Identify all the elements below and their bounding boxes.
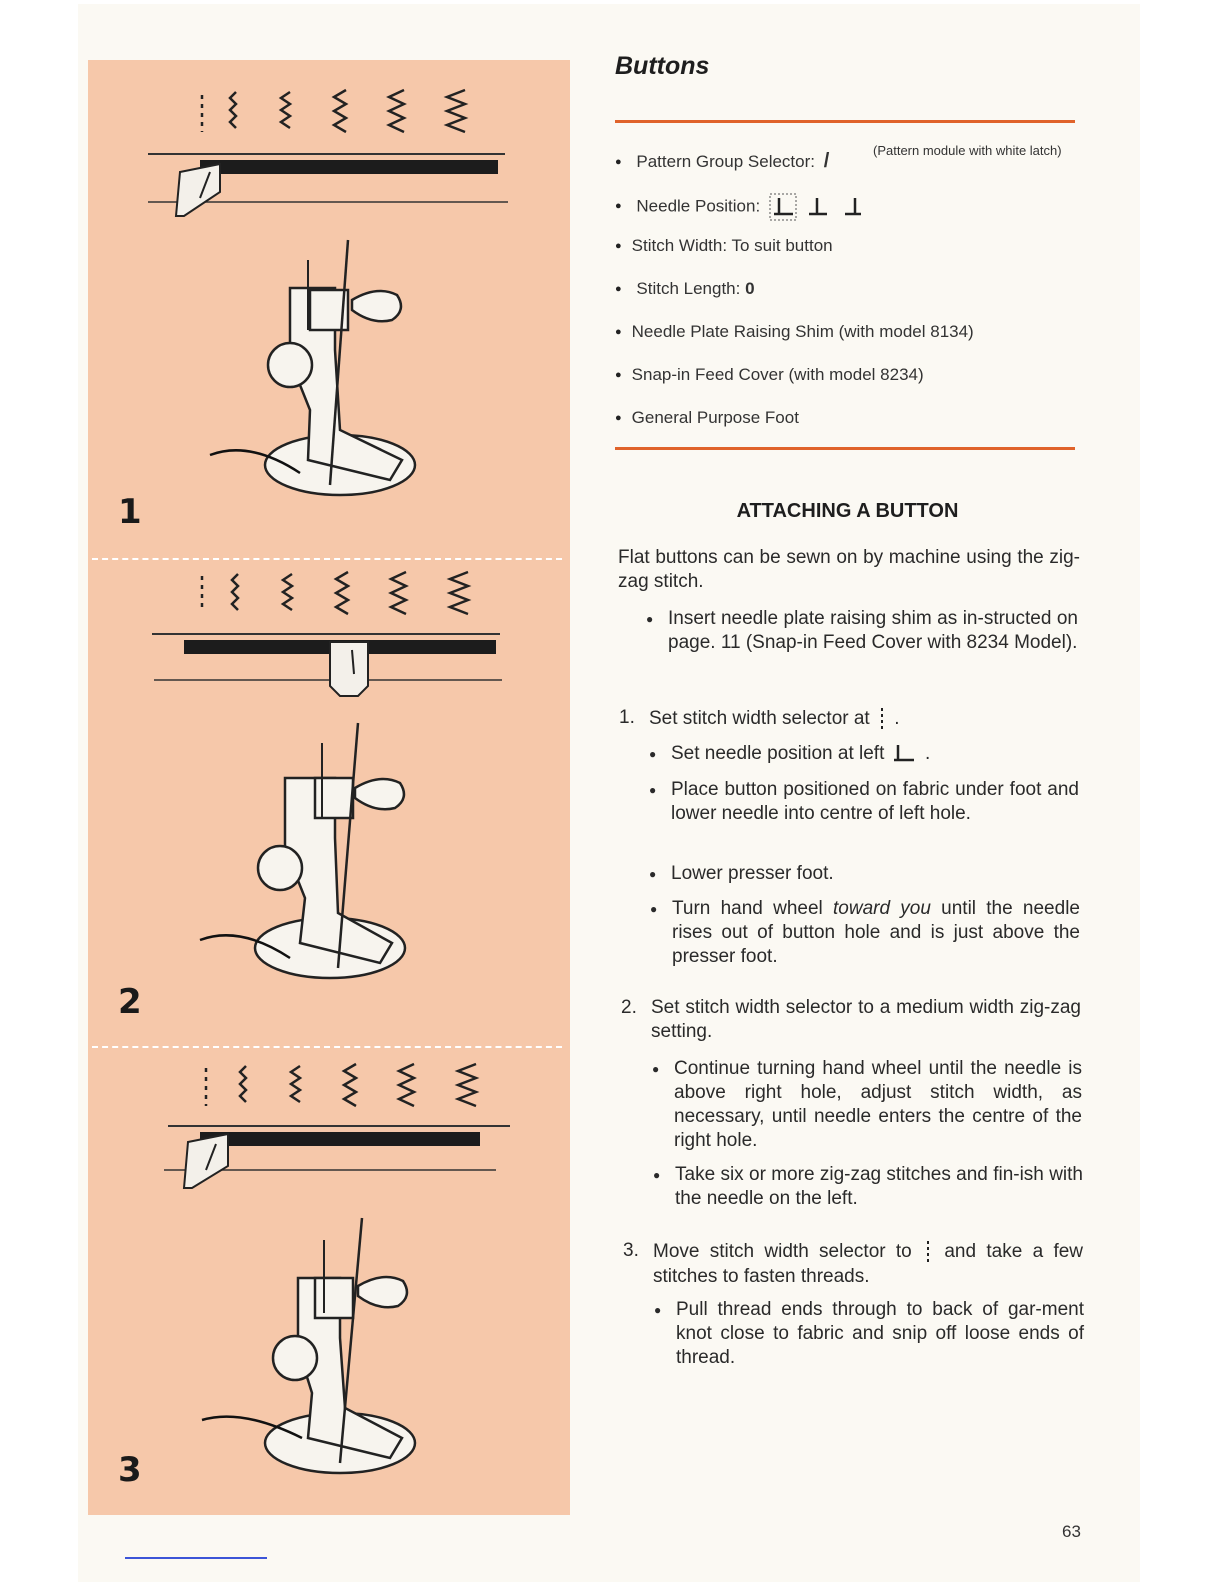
intro-bullet: ● Insert needle plate raising shim as in-structed on page. 11 (Snap-in Feed Cover with 8234 Model). bbox=[646, 608, 1078, 653]
section-rule-top bbox=[615, 120, 1075, 123]
spec-shim: ● Needle Plate Raising Shim (with model 8134) bbox=[615, 322, 974, 342]
step-1: 1. Set stitch width selector at . bbox=[649, 706, 1079, 732]
needle-left-icon bbox=[890, 742, 920, 766]
step-3-bullet-1: ● Pull thread ends through to back of gar-ment knot close to fabric and snip off loose ends of thread. bbox=[654, 1299, 1084, 1368]
spec-needle-position: ● Needle Position: bbox=[615, 192, 875, 222]
stitch-width-zero-icon bbox=[875, 706, 889, 732]
pattern-group-symbol: / bbox=[823, 150, 830, 172]
spec-stitch-length: ● Stitch Length: 0 bbox=[615, 279, 755, 299]
step-3: 3. Move stitch width selector to and take a few stitches to fasten threads. bbox=[623, 1240, 1084, 1287]
figure-2-illustration bbox=[140, 568, 520, 988]
pattern-group-note: (Pattern module with white latch) bbox=[873, 143, 1062, 158]
figure-1-illustration bbox=[140, 80, 520, 500]
figure-number-3: 3 bbox=[118, 1450, 142, 1490]
step-2-bullet-1: ● Continue turning hand wheel until the needle is above right hole, adjust stitch width, as necessary, until needle enters the centre of the right hole. bbox=[652, 1058, 1082, 1151]
section-rule-bottom bbox=[615, 447, 1075, 450]
needle-position-icons bbox=[765, 192, 875, 222]
page-number: 63 bbox=[1062, 1522, 1081, 1541]
page-title: Buttons bbox=[615, 52, 710, 80]
step-1-bullet-4: ● Turn hand wheel toward you until the needle rises out of button hole and is just above the presser foot. bbox=[650, 898, 1080, 967]
intro-paragraph: Flat buttons can be sewn on by machine using the zig-zag stitch. bbox=[618, 547, 1080, 592]
figure-divider bbox=[92, 1046, 562, 1048]
spec-feed-cover: ● Snap-in Feed Cover (with model 8234) bbox=[615, 365, 924, 385]
spec-foot: ● General Purpose Foot bbox=[615, 408, 799, 428]
blue-underline bbox=[125, 1557, 267, 1559]
section-heading: ATTACHING A BUTTON bbox=[736, 500, 959, 522]
figure-number-2: 2 bbox=[118, 982, 142, 1022]
step-2: 2. Set stitch width selector to a medium width zig-zag setting. bbox=[621, 997, 1081, 1042]
spec-stitch-width: ● Stitch Width: To suit button bbox=[615, 236, 833, 256]
figure-divider bbox=[92, 558, 562, 560]
figure-number-1: 1 bbox=[118, 492, 142, 532]
step-1-bullet-3: ● Lower presser foot. bbox=[649, 863, 834, 884]
spec-pattern-group: ● Pattern Group Selector: / (Pattern module with white latch) bbox=[615, 150, 829, 173]
figure-3-illustration bbox=[140, 1058, 520, 1488]
step-2-bullet-2: ● Take six or more zig-zag stitches and fin-ish with the needle on the left. bbox=[653, 1164, 1083, 1209]
stitch-width-zero-icon bbox=[922, 1239, 934, 1265]
step-1-bullet-2: ● Place button positioned on fabric under foot and lower needle into centre of left hole. bbox=[649, 779, 1079, 824]
step-1-bullet-1: ● Set needle position at left . bbox=[649, 743, 931, 765]
